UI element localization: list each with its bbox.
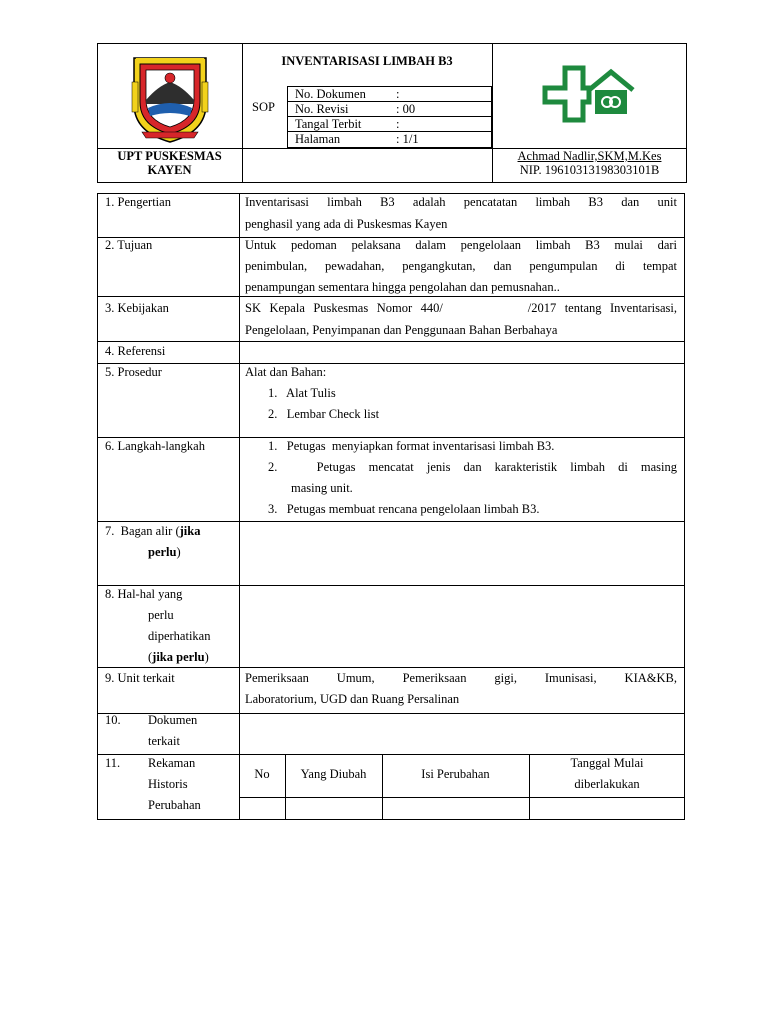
label-hal-hal-line3: diperhatikan (148, 629, 211, 643)
history-col-isi-perubahan: Isi Perubahan (421, 767, 490, 781)
label-unit-terkait: 9. Unit terkait (105, 671, 175, 685)
label-tujuan: 2. Tujuan (105, 238, 153, 252)
org-name-line1: UPT PUSKESMAS (117, 149, 222, 163)
langkah-step-2: 2. Petugas mencatat jenis dan karakteristik limbah di masing (268, 460, 677, 474)
label-hal-hal-line4: (jika perlu) (148, 650, 209, 664)
langkah-step-1: 1. Petugas menyiapkan format inventarisasi limbah B3. (268, 439, 555, 453)
unit-terkait-line1: Pemeriksaan Umum, Pemeriksaan gigi, Imunisasi, KIA&KB, (245, 671, 677, 685)
history-col-tanggal-line2: diberlakukan (574, 777, 640, 791)
meta-value-no-dokumen: : (396, 87, 400, 101)
meta-label-no-dokumen: No. Dokumen (295, 87, 366, 101)
prosedur-item-1: 1. Alat Tulis (268, 386, 336, 400)
history-col-yang-diubah: Yang Diubah (300, 767, 367, 781)
meta-label-halaman: Halaman (295, 132, 341, 146)
label-rekaman-line3: Perubahan (148, 798, 201, 812)
label-dokumen-line1: Dokumen (148, 713, 198, 727)
tujuan-text-line3: penampungan sementara hingga pengolahan dan pemusnahan.. (245, 280, 560, 294)
unit-terkait-line2: Laboratorium, UGD dan Ruang Persalinan (245, 692, 460, 706)
prosedur-intro: Alat dan Bahan: (245, 365, 327, 379)
meta-value-tangal-terbit: : (396, 117, 400, 131)
pengertian-text-line2: penghasil yang ada di Puskesmas Kayen (245, 217, 448, 231)
puskesmas-logo-icon (541, 64, 635, 124)
tujuan-text-line2: penimbulan, pewadahan, pengangkutan, dan pengumpulan di tempat (245, 259, 677, 273)
meta-label-no-revisi: No. Revisi (295, 102, 349, 116)
label-rekaman-line1: Rekaman (148, 756, 196, 770)
label-prosedur: 5. Prosedur (105, 365, 162, 379)
pengertian-text-line1: Inventarisasi limbah B3 adalah pencatatan limbah B3 dan unit (245, 195, 677, 209)
meta-value-no-revisi: : 00 (396, 102, 416, 116)
history-col-no: No (254, 767, 270, 781)
kebijakan-text-line1: SK Kepala Puskesmas Nomor 440/ /2017 tentang Inventarisasi, (245, 301, 677, 315)
langkah-step-2-cont: masing unit. (291, 481, 353, 495)
label-referensi: 4. Referensi (105, 344, 166, 358)
org-name-line2: KAYEN (147, 163, 192, 177)
prosedur-item-2: 2. Lembar Check list (268, 407, 380, 421)
signer-nip: NIP. 19610313198303101B (519, 163, 660, 177)
label-kebijakan: 3. Kebijakan (105, 301, 169, 315)
label-bagan-alir: 7. Bagan alir (jika (105, 524, 201, 538)
label-rekaman-line2: Historis (148, 777, 188, 791)
tujuan-text-line1: Untuk pedoman pelaksana dalam pengelolaan limbah B3 mulai dari (245, 238, 677, 252)
kebijakan-text-line2: Pengelolaan, Penyimpanan dan Penggunaan Bahan Berbahaya (245, 323, 558, 337)
signer-name: Achmad Nadlir,SKM,M.Kes (517, 149, 662, 163)
label-dokumen-num: 10. (105, 713, 121, 727)
label-pengertian: 1. Pengertian (105, 195, 171, 209)
label-dokumen-line2: terkait (148, 734, 180, 748)
regional-emblem-icon (128, 52, 212, 144)
history-col-tanggal-line1: Tanggal Mulai (570, 756, 644, 770)
label-hal-hal-line1: 8. Hal-hal yang (105, 587, 183, 601)
meta-label-tangal-terbit: Tangal Terbit (295, 117, 362, 131)
meta-value-halaman: : 1/1 (396, 132, 419, 146)
langkah-step-3: 3. Petugas membuat rencana pengelolaan limbah B3. (268, 502, 540, 516)
label-langkah: 6. Langkah-langkah (105, 439, 205, 453)
label-rekaman-num: 11. (105, 756, 121, 770)
label-bagan-alir-cont: perlu) (148, 545, 181, 559)
label-hal-hal-line2: perlu (148, 608, 174, 622)
sop-label: SOP (252, 100, 275, 114)
document-title: INVENTARISASI LIMBAH B3 (281, 54, 453, 68)
